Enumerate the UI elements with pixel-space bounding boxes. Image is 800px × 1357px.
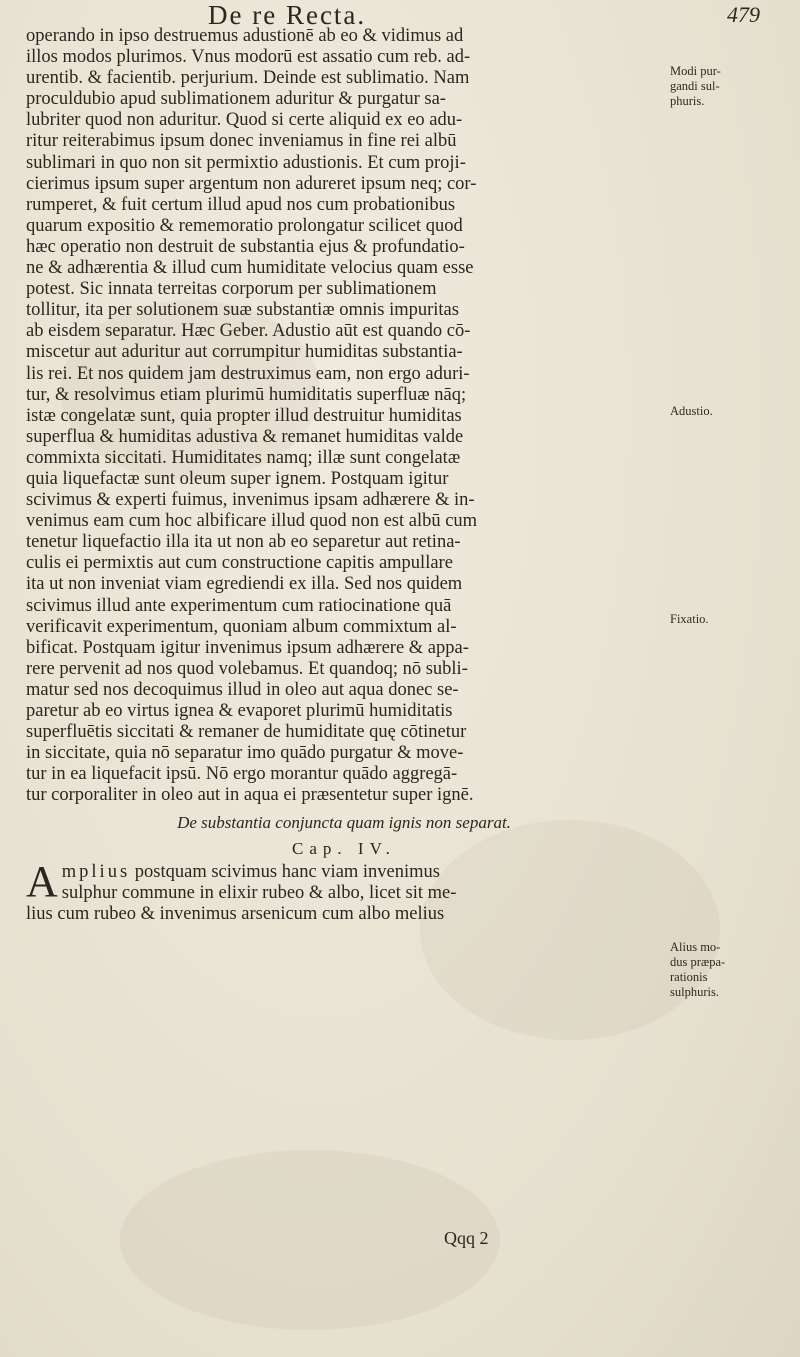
- text-line: tenetur liquefactio illa ita ut non ab eo separetur aut retina-: [26, 532, 461, 553]
- text-line: scivimus illud ante experimentum cum ratiocinatione quā: [26, 595, 452, 616]
- text-line: urentib. & facientib. perjurium. Deinde est sublimatio. Nam: [26, 68, 470, 89]
- text-line: tur, & resolvimus etiam plurimū humiditatis superfluæ nāq;: [26, 384, 467, 405]
- text-line: miscetur aut aduritur aut corrumpitur humiditas substantia-: [26, 342, 463, 363]
- text-line: quia liquefactæ sunt oleum super ignem. Postquam igitur: [26, 468, 449, 489]
- paragraph-1: [26, 26, 662, 806]
- text-line: commixta siccitati. Humiditates namq; illæ sunt congelatæ: [26, 447, 461, 468]
- margin-note-other-method: Alius mo- dus præpa- rationis sulphuris.: [670, 940, 726, 999]
- text-line: cierimus ipsum super argentum non adureret ipsum neq; cor-: [26, 173, 477, 194]
- text-line: operando in ipso destruemus adustionē ab eo & vidimus ad: [26, 26, 464, 46]
- text-line: ita ut non inveniat viam egrediendi ex illa. Sed nos quidem: [26, 574, 463, 595]
- text-line: rumperet, & fuit certum illud apud nos cum probationibus: [26, 194, 456, 215]
- text-line: potest. Sic innata terreitas corporum per sublimationem: [26, 279, 437, 300]
- text-line: rere pervenit ad nos quod volebamus. Et quandoq; nō subli-: [26, 658, 468, 679]
- text-line: lis rei. Et nos quidem jam destruximus eam, non ergo aduri-: [26, 363, 470, 384]
- text-line: culis ei permixtis aut cum constructione capitis ampullare: [26, 553, 453, 574]
- text-line: scivimus & experti fuimus, invenimus ipsam adhærere & in-: [26, 490, 475, 511]
- text-line: lubriter quod non aduritur. Quod si certe aliquid ex eo adu-: [26, 110, 463, 131]
- text-line: verificavit experimentum, quoniam album commixtum al-: [26, 616, 457, 637]
- text-line: hæc operatio non destruit de substantia ejus & profundatio-: [26, 236, 465, 257]
- signature-mark: Qqq 2: [444, 1228, 489, 1248]
- margin-note-fixatio: Fixatio.: [670, 612, 709, 626]
- text-line: tollitur, ita per solutionem suæ substantiæ omnis impuritas: [26, 300, 459, 321]
- line-text: postquam scivimus hanc viam invenimus: [130, 862, 440, 883]
- text-line: matur sed nos decoquimus illud in oleo aut aqua donec se-: [26, 679, 459, 700]
- text-line: sulphur commune in elixir rubeo & albo, licet sit me-: [61, 883, 457, 904]
- chapter-label: Cap. IV.: [292, 839, 396, 859]
- text-line: ritur reiterabimus ipsum donec inveniamus in fine rei albū: [26, 131, 457, 152]
- paragraph-2: [26, 857, 662, 925]
- text-line: ne & adhærentia & illud cum humiditate velocius quam esse: [26, 258, 474, 279]
- body-text: [26, 26, 662, 925]
- text-line: venimus eam cum hoc albificare illud quod non est albū cum: [26, 511, 478, 532]
- text-line: sublimari in quo non sit permixtio adustionis. Et cum proji-: [26, 152, 466, 173]
- margin-note-purging: Modi pur- gandi sul- phuris.: [670, 64, 721, 108]
- text-line: in siccitate, quia nō separatur imo quādo purgatur & move-: [26, 743, 464, 764]
- section-heading: De substantia conjuncta quam ignis non separat.: [177, 813, 511, 833]
- drop-cap: A: [26, 857, 58, 907]
- text-line: tur corporaliter in oleo aut in aqua ei præsentetur super ignē.: [26, 785, 474, 806]
- text-line: proculdubio apud sublimationem aduritur & purgatur sa-: [26, 89, 446, 110]
- text-line: illos modos plurimos. Vnus modorū est assatio cum reb. ad-: [26, 47, 471, 68]
- text-line: [26, 862, 662, 883]
- first-word: mplius: [61, 862, 131, 883]
- margin-note-adustio: Adustio.: [670, 404, 713, 418]
- text-line: bificat. Postquam igitur invenimus ipsum adhærere & appa-: [26, 637, 469, 658]
- text-line: ab eisdem separatur. Hæc Geber. Adustio aūt est quando cō-: [26, 321, 471, 342]
- paper-stain: [120, 1150, 500, 1330]
- text-line: istæ congelatæ sunt, quia propter illud destruitur humiditas: [26, 405, 462, 426]
- text-line: quarum expositio & rememoratio prolongatur scilicet quod: [26, 215, 463, 236]
- text-line: paretur ab eo virtus ignea & evaporet plurimū humiditatis: [26, 701, 453, 721]
- text-line: tur in ea liquefacit ipsū. Nō ergo morantur quādo aggregā-: [26, 764, 458, 785]
- text-line: superfluētis siccitati & remaner de humiditate quę cōtinetur: [26, 722, 467, 743]
- text-line: superflua & humiditas adustiva & remanet humiditas valde: [26, 426, 464, 447]
- text-line: lius cum rubeo & invenimus arsenicum cum albo melius: [26, 904, 445, 925]
- page-number: 479: [727, 2, 760, 27]
- running-title: De re Recta.: [208, 0, 367, 30]
